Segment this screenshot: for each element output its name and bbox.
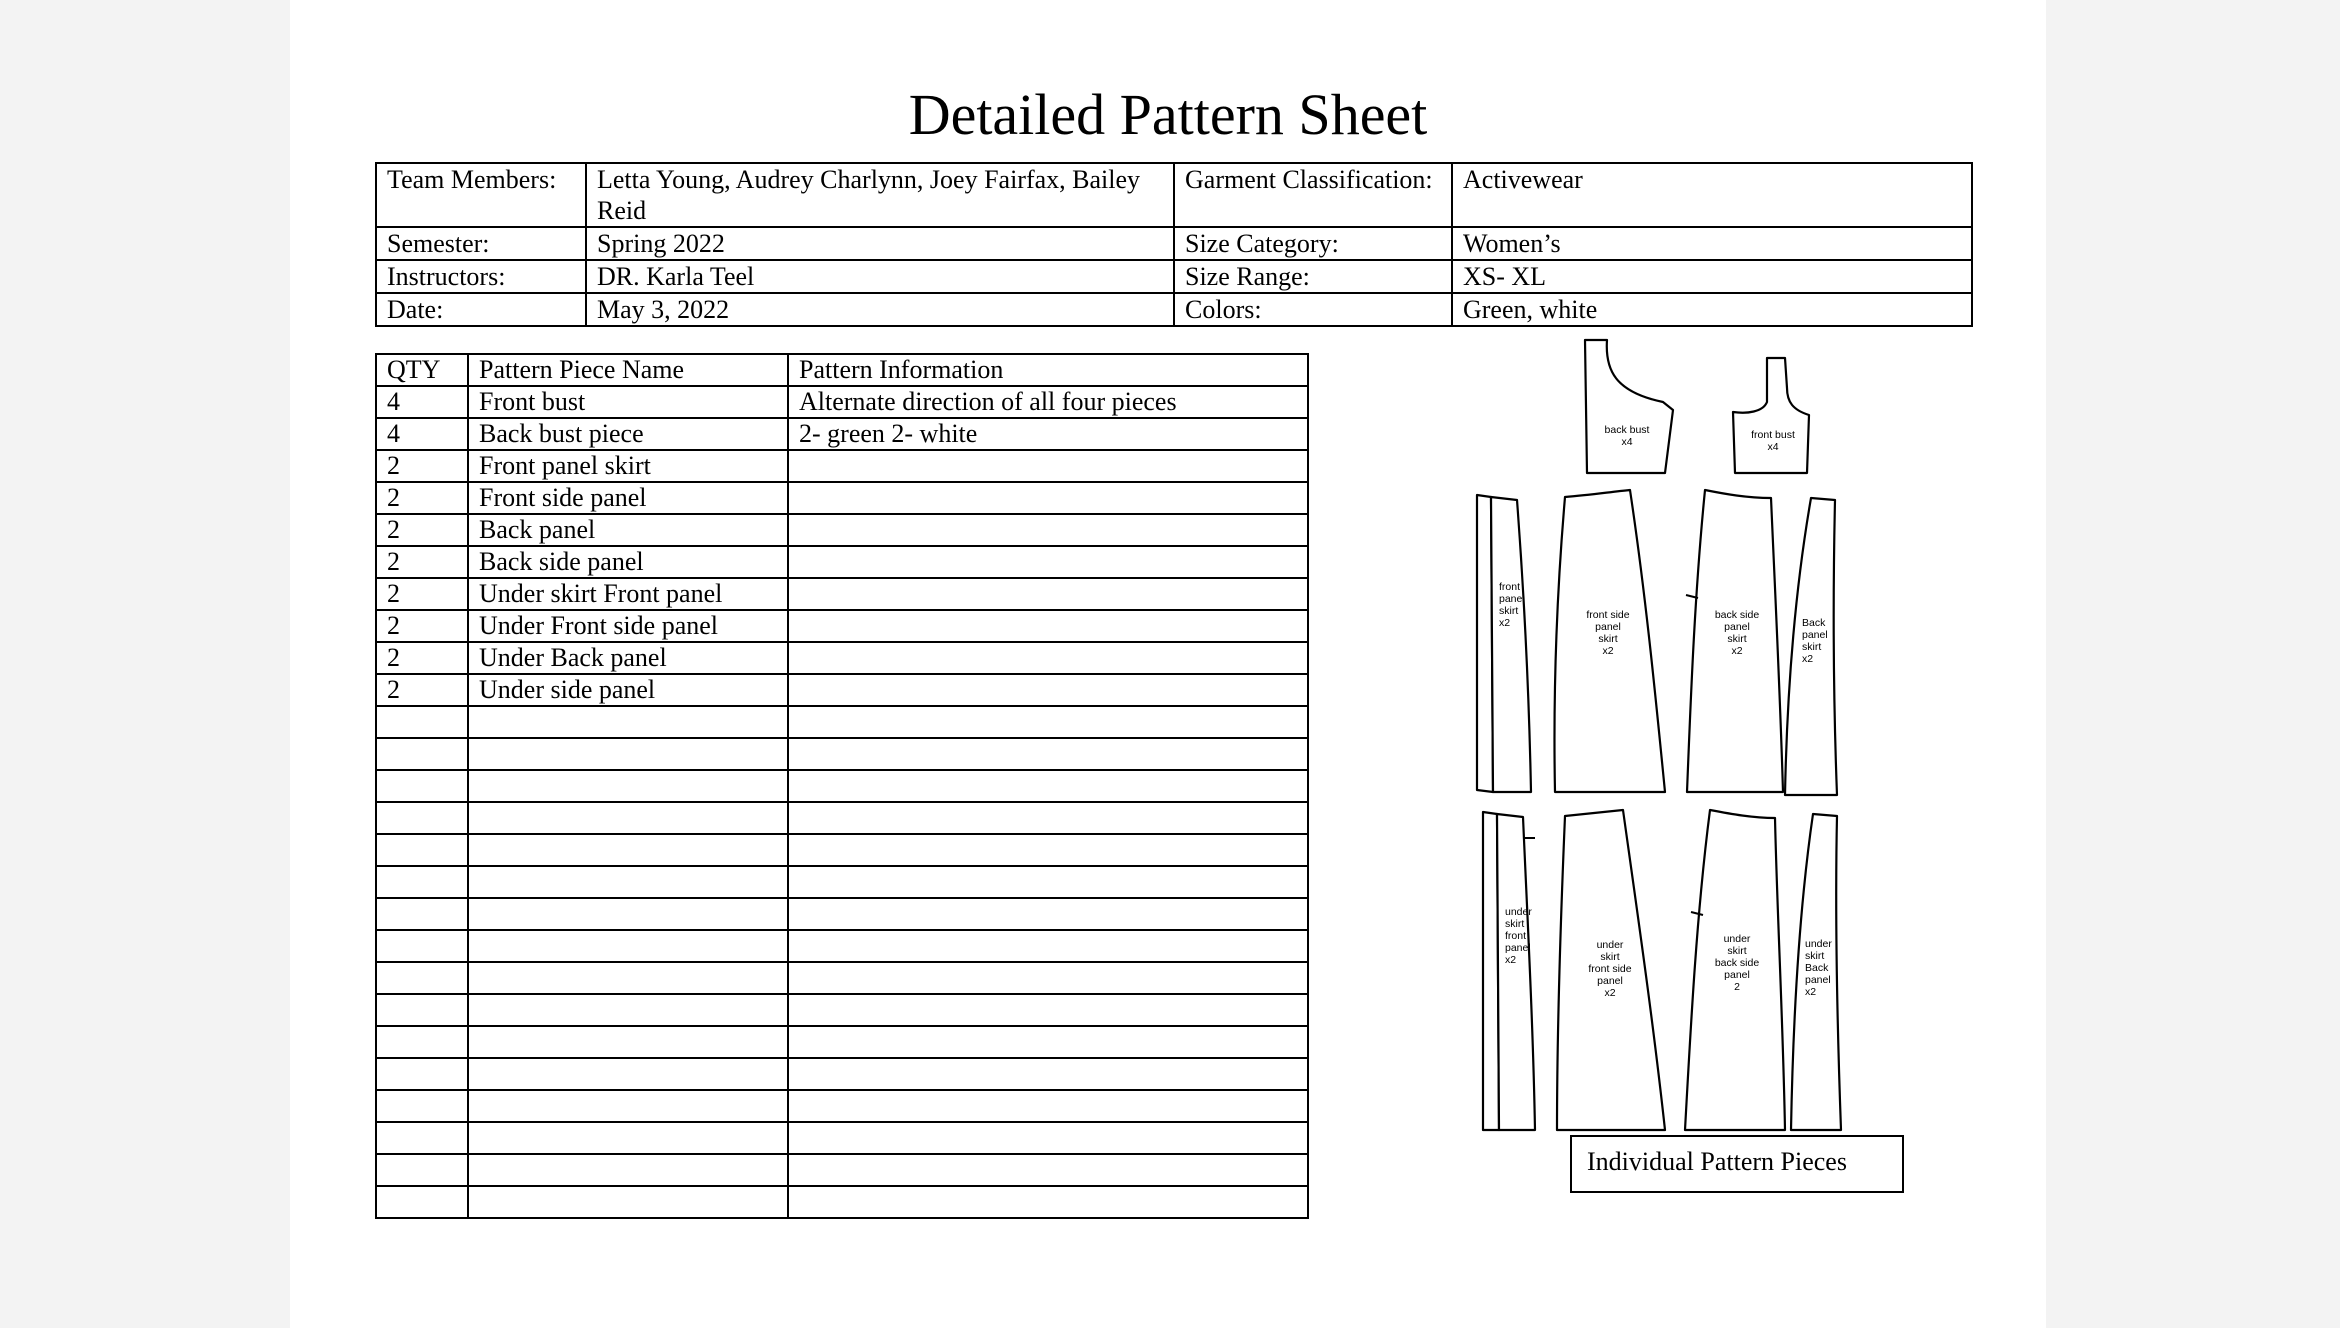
piece-label: under (1505, 906, 1532, 918)
pattern-info-cell (788, 1058, 1308, 1090)
pattern-info-cell (788, 706, 1308, 738)
piece-name-cell: Under side panel (468, 674, 788, 706)
piece-name-cell: Front panel skirt (468, 450, 788, 482)
piece-name-cell (468, 994, 788, 1026)
piece-label: skirt (1727, 945, 1747, 957)
piece-name-cell (468, 706, 788, 738)
pattern-info-cell (788, 962, 1308, 994)
piece-label: panel (1499, 593, 1525, 605)
piece-label: skirt (1598, 633, 1618, 645)
table-row (376, 770, 1308, 802)
pattern-info-cell (788, 802, 1308, 834)
pattern-info-cell (788, 994, 1308, 1026)
piece-label: panel (1597, 975, 1623, 987)
table-row (376, 1122, 1308, 1154)
table-row (376, 642, 1308, 674)
pattern-info-cell (788, 834, 1308, 866)
pattern-info-cell (788, 1090, 1308, 1122)
piece-label: back bust (1604, 424, 1650, 436)
column-header-piece-name: Pattern Piece Name (468, 354, 788, 386)
qty-cell (376, 738, 468, 770)
piece-name-cell: Under skirt Front panel (468, 578, 788, 610)
table-row (376, 482, 1308, 514)
size-range-label: Size Range: (1174, 260, 1452, 293)
piece-name-cell (468, 770, 788, 802)
qty-cell: 2 (376, 514, 468, 546)
piece-label: front (1499, 581, 1521, 593)
under-skirt-front-panel-piece (1483, 812, 1535, 1130)
qty-cell (376, 962, 468, 994)
under-skirt-front-side-panel-piece (1557, 810, 1665, 1130)
piece-name-cell (468, 866, 788, 898)
table-row (376, 930, 1308, 962)
team-members-value: Letta Young, Audrey Charlynn, Joey Fairfax, Bailey Reid (586, 163, 1174, 227)
table-row (376, 994, 1308, 1026)
table-row (376, 514, 1308, 546)
qty-cell: 2 (376, 674, 468, 706)
piece-label: skirt (1600, 951, 1620, 963)
table-row (376, 1186, 1308, 1218)
pattern-info-cell (788, 482, 1308, 514)
pattern-info-cell (788, 866, 1308, 898)
pattern-pieces-caption: Individual Pattern Pieces (1570, 1135, 1904, 1193)
size-category-label: Size Category: (1174, 227, 1452, 260)
semester-label: Semester: (376, 227, 586, 260)
column-header-pattern-info: Pattern Information (788, 354, 1308, 386)
piece-name-cell (468, 1090, 788, 1122)
pattern-info-cell (788, 738, 1308, 770)
table-row (376, 450, 1308, 482)
pattern-info-cell (788, 674, 1308, 706)
back-bust-piece (1585, 340, 1673, 473)
pattern-info-cell (788, 514, 1308, 546)
piece-name-cell (468, 1026, 788, 1058)
qty-cell (376, 930, 468, 962)
qty-cell: 2 (376, 578, 468, 610)
table-row (376, 386, 1308, 418)
qty-cell: 2 (376, 610, 468, 642)
colors-value: Green, white (1452, 293, 1972, 326)
piece-name-cell: Back panel (468, 514, 788, 546)
pattern-info-cell (788, 1154, 1308, 1186)
piece-label: skirt (1805, 950, 1825, 962)
qty-cell (376, 1186, 468, 1218)
piece-label: panel (1595, 621, 1621, 633)
qty-cell (376, 994, 468, 1026)
pattern-pieces-body (376, 386, 1308, 1218)
table-row (376, 578, 1308, 610)
piece-label: panel (1802, 629, 1828, 641)
table-row (376, 962, 1308, 994)
page-title: Detailed Pattern Sheet (908, 82, 1428, 147)
team-members-label: Team Members: (376, 163, 586, 227)
piece-name-cell: Front bust (468, 386, 788, 418)
pattern-sheet-page (290, 0, 2046, 1328)
qty-cell (376, 706, 468, 738)
piece-label: x2 (1505, 954, 1517, 966)
pattern-info-cell (788, 578, 1308, 610)
pattern-info-cell (788, 1186, 1308, 1218)
piece-name-cell (468, 834, 788, 866)
pattern-pieces-table (375, 353, 1309, 1219)
table-row (376, 418, 1308, 450)
piece-label: x2 (1604, 987, 1616, 999)
pattern-pieces-diagram (1465, 330, 2025, 1210)
qty-cell (376, 1058, 468, 1090)
qty-cell (376, 1090, 468, 1122)
table-row (376, 1026, 1308, 1058)
pattern-info-cell (788, 642, 1308, 674)
piece-label: skirt (1802, 641, 1822, 653)
piece-label: x2 (1805, 986, 1817, 998)
piece-label: x2 (1499, 617, 1511, 629)
pattern-info-cell (788, 1122, 1308, 1154)
under-skirt-back-side-panel-piece (1685, 810, 1785, 1130)
garment-classification-value: Activewear (1452, 163, 1972, 227)
piece-label: under (1805, 938, 1832, 950)
qty-cell (376, 1026, 468, 1058)
piece-label: panel (1724, 969, 1750, 981)
piece-name-cell: Back side panel (468, 546, 788, 578)
back-side-panel-skirt-piece (1686, 490, 1783, 792)
qty-cell (376, 1122, 468, 1154)
date-value: May 3, 2022 (586, 293, 1174, 326)
piece-label: Back (1805, 962, 1829, 974)
column-header-qty: QTY (376, 354, 468, 386)
piece-label: front bust (1751, 429, 1795, 441)
table-row (376, 802, 1308, 834)
piece-label: skirt (1727, 633, 1747, 645)
qty-cell (376, 866, 468, 898)
piece-label: back side (1714, 957, 1760, 969)
qty-cell: 2 (376, 642, 468, 674)
front-side-panel-skirt-piece (1554, 490, 1665, 792)
piece-label: front (1505, 930, 1527, 942)
piece-name-cell (468, 1058, 788, 1090)
piece-name-cell (468, 738, 788, 770)
table-row (376, 1058, 1308, 1090)
table-row (376, 706, 1308, 738)
piece-name-cell (468, 1154, 788, 1186)
pattern-info-cell: Alternate direction of all four pieces (788, 386, 1308, 418)
table-row (376, 674, 1308, 706)
piece-label: x4 (1621, 436, 1633, 448)
piece-label: panel (1805, 974, 1831, 986)
piece-label: x2 (1802, 653, 1814, 665)
garment-info-table (375, 162, 1973, 327)
qty-cell: 2 (376, 482, 468, 514)
colors-label: Colors: (1174, 293, 1452, 326)
piece-name-cell (468, 802, 788, 834)
table-row (376, 866, 1308, 898)
garment-classification-label: Garment Classification: (1174, 163, 1452, 227)
under-skirt-back-panel-piece (1791, 814, 1841, 1130)
piece-label: x2 (1602, 645, 1614, 657)
piece-label: x4 (1767, 441, 1779, 453)
size-category-value: Women’s (1452, 227, 1972, 260)
piece-label: Back (1802, 617, 1826, 629)
piece-label: under (1596, 939, 1624, 951)
qty-cell (376, 802, 468, 834)
piece-label: under (1723, 933, 1751, 945)
piece-name-cell: Under Front side panel (468, 610, 788, 642)
qty-cell: 2 (376, 546, 468, 578)
pattern-info-cell (788, 898, 1308, 930)
table-row (376, 898, 1308, 930)
piece-name-cell: Back bust piece (468, 418, 788, 450)
qty-cell (376, 1154, 468, 1186)
instructors-label: Instructors: (376, 260, 586, 293)
table-row (376, 738, 1308, 770)
pattern-info-cell (788, 450, 1308, 482)
table-row (376, 546, 1308, 578)
qty-cell (376, 770, 468, 802)
front-bust-piece (1733, 358, 1809, 473)
piece-label: skirt (1499, 605, 1519, 617)
front-panel-skirt-piece (1477, 495, 1531, 792)
piece-name-cell: Under Back panel (468, 642, 788, 674)
qty-cell (376, 834, 468, 866)
pattern-info-cell (788, 546, 1308, 578)
piece-name-cell (468, 930, 788, 962)
date-label: Date: (376, 293, 586, 326)
table-row (376, 1154, 1308, 1186)
piece-label: front side (1586, 609, 1630, 621)
piece-label: x2 (1731, 645, 1743, 657)
piece-label: front side (1588, 963, 1632, 975)
size-range-value: XS- XL (1452, 260, 1972, 293)
qty-cell: 4 (376, 386, 468, 418)
pattern-info-cell: 2- green 2- white (788, 418, 1308, 450)
pattern-info-cell (788, 770, 1308, 802)
piece-label: panel (1505, 942, 1531, 954)
instructors-value: DR. Karla Teel (586, 260, 1174, 293)
table-row (376, 610, 1308, 642)
qty-cell: 2 (376, 450, 468, 482)
piece-name-cell: Front side panel (468, 482, 788, 514)
table-row (376, 834, 1308, 866)
piece-name-cell (468, 898, 788, 930)
semester-value: Spring 2022 (586, 227, 1174, 260)
back-panel-skirt-piece (1785, 498, 1837, 795)
piece-name-cell (468, 1186, 788, 1218)
pattern-info-cell (788, 610, 1308, 642)
pattern-info-cell (788, 930, 1308, 962)
pattern-info-cell (788, 1026, 1308, 1058)
qty-cell: 4 (376, 418, 468, 450)
piece-label: skirt (1505, 918, 1525, 930)
piece-label: 2 (1734, 981, 1740, 993)
table-row (376, 1090, 1308, 1122)
piece-name-cell (468, 962, 788, 994)
piece-label: back side (1714, 609, 1760, 621)
piece-label: panel (1724, 621, 1750, 633)
qty-cell (376, 898, 468, 930)
piece-name-cell (468, 1122, 788, 1154)
